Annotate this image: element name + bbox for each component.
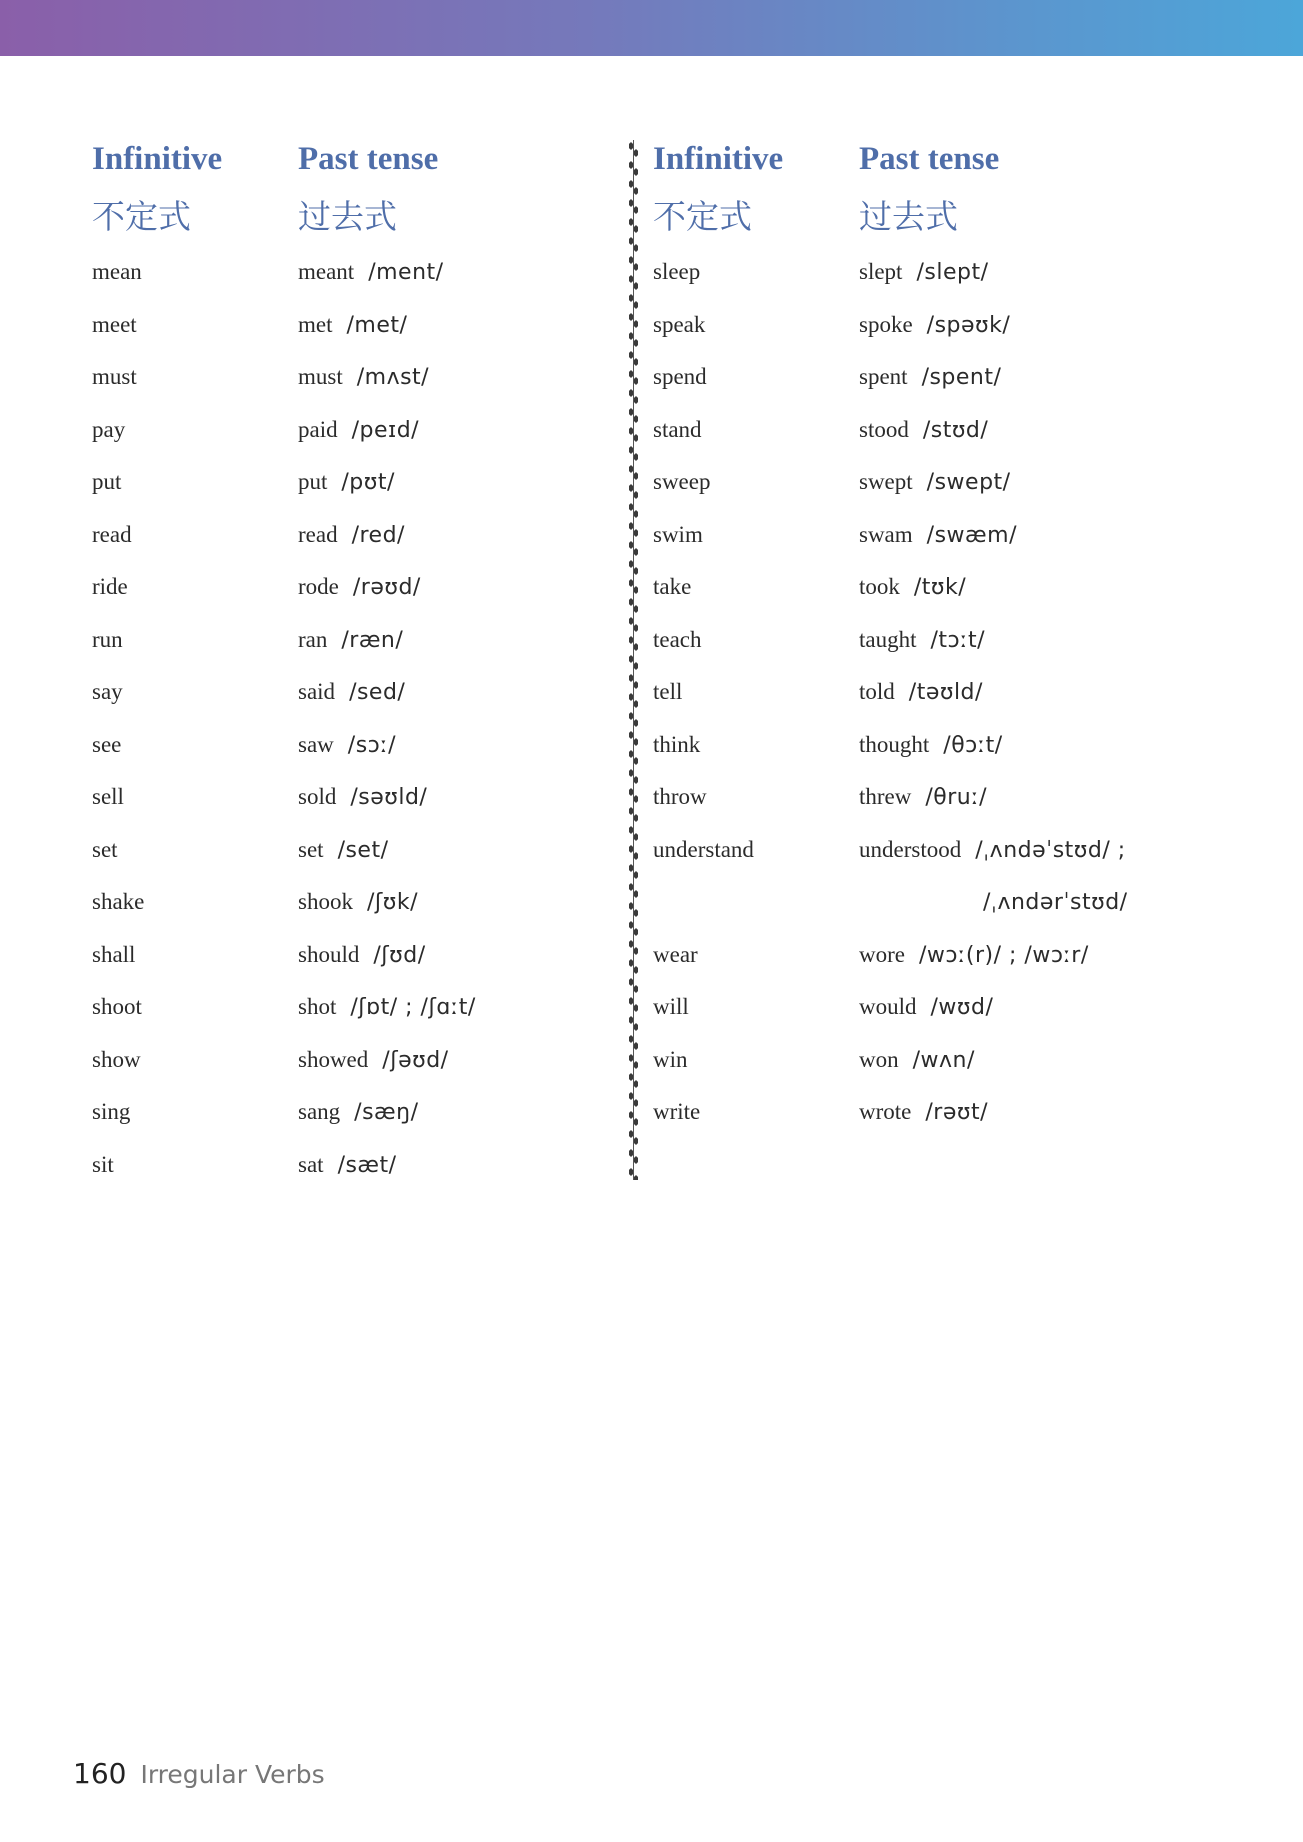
infinitive-cell: shake (92, 889, 145, 915)
divider-line (633, 140, 634, 1180)
pronunciation: /wʊd/ (930, 995, 994, 1021)
verb-row (92, 981, 612, 1034)
infinitive-cell: read (92, 521, 132, 547)
past-tense-cell (859, 522, 1173, 548)
pronunciation: /θruː/ (925, 785, 988, 811)
past-tense-cell (859, 574, 1173, 600)
past-tense-cell (298, 574, 612, 600)
past-tense-word: spoke (859, 311, 913, 337)
pronunciation: /sæt/ (337, 1152, 397, 1178)
pronunciation: /met/ (346, 312, 408, 338)
header-past-tense-right: Past tense (859, 141, 1000, 177)
infinitive-cell: write (653, 1099, 701, 1125)
verb-row (92, 351, 612, 404)
past-tense-cell (859, 994, 1173, 1020)
past-tense-cell (859, 837, 1173, 863)
past-tense-word: said (298, 679, 336, 705)
past-tense-word: showed (298, 1046, 369, 1072)
verb-row (92, 666, 612, 719)
past-tense-cell (859, 364, 1173, 390)
header-infinitive-zh: 不定式 (92, 197, 191, 236)
pronunciation: /stʊd/ (922, 417, 989, 443)
header-past-tense: Past tense (298, 141, 439, 177)
past-tense-cell (298, 732, 612, 758)
pronunciation: /ʃʊk/ (366, 890, 418, 916)
past-tense-word: would (859, 994, 917, 1020)
pronunciation: /təʊld/ (908, 680, 983, 706)
past-tense-word: must (298, 364, 343, 390)
past-tense-word: paid (298, 416, 338, 442)
past-tense-cell (859, 259, 1173, 285)
past-tense-cell (859, 784, 1173, 810)
verb-row (653, 981, 1173, 1034)
past-tense-word: won (859, 1046, 899, 1072)
past-tense-cell (298, 679, 612, 705)
pronunciation: /səʊld/ (350, 785, 428, 811)
verb-row (92, 1139, 612, 1192)
past-tense-cell (298, 837, 612, 863)
infinitive-cell: throw (653, 784, 707, 810)
pronunciation: /wʌn/ (912, 1047, 975, 1073)
past-tense-word: sat (298, 1151, 324, 1177)
verb-row (653, 299, 1173, 352)
verb-row (653, 246, 1173, 299)
verb-row (92, 824, 612, 877)
past-tense-cell (298, 364, 612, 390)
header-infinitive-zh-right: 不定式 (653, 197, 752, 236)
infinitive-cell: put (92, 469, 122, 495)
verb-row (92, 719, 612, 772)
header-row-chinese (92, 188, 612, 246)
pronunciation: /spent/ (921, 365, 1002, 391)
pronunciation: /ʃʊd/ (373, 942, 426, 968)
infinitive-cell: say (92, 679, 123, 705)
past-tense-word: taught (859, 626, 917, 652)
past-tense-cell (298, 627, 612, 653)
past-tense-cell (859, 732, 1173, 758)
verb-row (653, 404, 1173, 457)
past-tense-word: should (298, 941, 360, 967)
pronunciation: /ˌʌndəˈstʊd/ ; (975, 837, 1126, 863)
past-tense-cell (859, 679, 1173, 705)
past-tense-cell (298, 1047, 612, 1073)
verb-row (92, 246, 612, 299)
pronunciation: /pʊt/ (341, 470, 395, 496)
past-tense-word: sang (298, 1099, 341, 1125)
past-tense-word: spent (859, 364, 908, 390)
header-row-english (92, 130, 612, 188)
infinitive-cell: sell (92, 784, 124, 810)
infinitive-cell: must (92, 364, 137, 390)
verb-row (92, 929, 612, 982)
verb-row (653, 351, 1173, 404)
past-tense-cell (298, 522, 612, 548)
verb-row (653, 824, 1173, 877)
past-tense-cell (859, 1047, 1173, 1073)
page-number: 160 (73, 1757, 127, 1790)
verb-row (92, 404, 612, 457)
verb-row (653, 771, 1173, 824)
infinitive-cell: sleep (653, 259, 701, 285)
verb-row (653, 561, 1173, 614)
past-tense-cell (298, 994, 612, 1020)
pronunciation: /set/ (337, 837, 389, 863)
past-tense-word: wrote (859, 1099, 912, 1125)
past-tense-cell (298, 312, 612, 338)
header-infinitive-right: Infinitive (653, 141, 784, 177)
right-column (653, 130, 1173, 1139)
past-tense-word: saw (298, 731, 334, 757)
verb-row (653, 614, 1173, 667)
infinitive-cell: speak (653, 311, 706, 337)
pronunciation: /wɔː(r)/ ; /wɔːr/ (918, 942, 1089, 968)
past-tense-word: wore (859, 941, 905, 967)
infinitive-cell: meet (92, 311, 137, 337)
infinitive-cell: set (92, 836, 118, 862)
past-tense-cell (298, 259, 612, 285)
infinitive-cell: will (653, 994, 689, 1020)
past-tense-word: swept (859, 469, 913, 495)
infinitive-cell: take (653, 574, 692, 600)
header-row-english-right (653, 130, 1173, 188)
pronunciation: /rəʊd/ (352, 575, 421, 601)
pronunciation: /swept/ (926, 470, 1011, 496)
past-tense-word: ran (298, 626, 328, 652)
pronunciation: /peɪd/ (351, 417, 420, 443)
past-tense-cell (859, 889, 1173, 915)
past-tense-word: threw (859, 784, 912, 810)
infinitive-cell: swim (653, 521, 703, 547)
past-tense-word: stood (859, 416, 909, 442)
past-tense-word: read (298, 521, 338, 547)
verb-row (653, 1086, 1173, 1139)
verb-row (92, 561, 612, 614)
pronunciation: /ræn/ (341, 627, 404, 653)
pronunciation: /sed/ (349, 680, 406, 706)
header-infinitive: Infinitive (92, 141, 223, 177)
infinitive-cell: win (653, 1046, 688, 1072)
verb-row (653, 929, 1173, 982)
past-tense-cell (298, 1152, 612, 1178)
verb-row (653, 456, 1173, 509)
infinitive-cell: think (653, 731, 701, 757)
past-tense-cell (298, 784, 612, 810)
past-tense-word: understood (859, 836, 962, 862)
past-tense-cell (298, 417, 612, 443)
infinitive-cell: show (92, 1046, 141, 1072)
header-row-chinese-right (653, 188, 1173, 246)
pronunciation: /ment/ (368, 260, 444, 286)
past-tense-cell (859, 469, 1173, 495)
verb-row (92, 299, 612, 352)
infinitive-cell: sing (92, 1099, 131, 1125)
infinitive-cell: sit (92, 1151, 114, 1177)
footer-title: Irregular Verbs (140, 1760, 325, 1789)
verb-row (92, 614, 612, 667)
past-tense-word: put (298, 469, 328, 495)
past-tense-word: sold (298, 784, 337, 810)
pronunciation: /ˌʌndərˈstʊd/ (983, 890, 1128, 916)
past-tense-word: took (859, 574, 900, 600)
infinitive-cell: wear (653, 941, 698, 967)
past-tense-word: shook (298, 889, 353, 915)
pronunciation: /tʊk/ (913, 575, 967, 601)
infinitive-cell: teach (653, 626, 702, 652)
left-column (92, 130, 612, 1191)
pronunciation: /sɔː/ (347, 732, 397, 758)
infinitive-cell: pay (92, 416, 126, 442)
pronunciation: /red/ (351, 522, 405, 548)
verb-row (653, 1034, 1173, 1087)
infinitive-cell: sweep (653, 469, 711, 495)
past-tense-word: meant (298, 259, 355, 285)
infinitive-cell: stand (653, 416, 702, 442)
verb-row (92, 1086, 612, 1139)
verb-row (92, 456, 612, 509)
past-tense-cell (859, 417, 1173, 443)
past-tense-cell (859, 312, 1173, 338)
pronunciation: /swæm/ (926, 522, 1017, 548)
pronunciation: /rəʊt/ (925, 1100, 988, 1126)
infinitive-cell: shoot (92, 994, 142, 1020)
past-tense-cell (859, 942, 1173, 968)
pronunciation: /tɔːt/ (930, 627, 986, 653)
infinitive-cell: understand (653, 836, 754, 862)
header-past-tense-zh: 过去式 (298, 197, 397, 236)
pronunciation: /spəʊk/ (926, 312, 1011, 338)
verb-row (653, 876, 1173, 929)
past-tense-cell (298, 942, 612, 968)
past-tense-word: thought (859, 731, 930, 757)
pronunciation: /sæŋ/ (354, 1100, 419, 1126)
past-tense-word: met (298, 311, 333, 337)
past-tense-word: shot (298, 994, 337, 1020)
verb-row (653, 719, 1173, 772)
pronunciation: /θɔːt/ (943, 732, 1003, 758)
infinitive-cell: run (92, 626, 123, 652)
pronunciation: /ʃɒt/ ; /ʃɑːt/ (350, 995, 476, 1021)
infinitive-cell: mean (92, 259, 142, 285)
past-tense-word: set (298, 836, 324, 862)
past-tense-word: rode (298, 574, 339, 600)
infinitive-cell: shall (92, 941, 136, 967)
infinitive-cell: ride (92, 574, 128, 600)
past-tense-cell (859, 627, 1173, 653)
past-tense-word: slept (859, 259, 903, 285)
past-tense-word: swam (859, 521, 913, 547)
infinitive-cell: spend (653, 364, 707, 390)
infinitive-cell: see (92, 731, 122, 757)
header-past-tense-zh-right: 过去式 (859, 197, 958, 236)
past-tense-cell (298, 469, 612, 495)
verb-row (92, 771, 612, 824)
past-tense-word: told (859, 679, 895, 705)
page-footer (73, 1757, 325, 1790)
header-gradient-bar (0, 0, 1303, 56)
past-tense-cell (298, 1099, 612, 1125)
past-tense-cell (859, 1099, 1173, 1125)
left-verb-list (92, 246, 612, 1191)
verb-row (653, 509, 1173, 562)
right-verb-list (653, 246, 1173, 1139)
infinitive-cell: tell (653, 679, 683, 705)
verb-row (92, 876, 612, 929)
pronunciation: /ʃəʊd/ (382, 1047, 449, 1073)
past-tense-cell (298, 889, 612, 915)
pronunciation: /mʌst/ (356, 365, 430, 391)
pronunciation: /slept/ (916, 260, 989, 286)
verb-row (92, 1034, 612, 1087)
verb-row (653, 666, 1173, 719)
verb-row (92, 509, 612, 562)
